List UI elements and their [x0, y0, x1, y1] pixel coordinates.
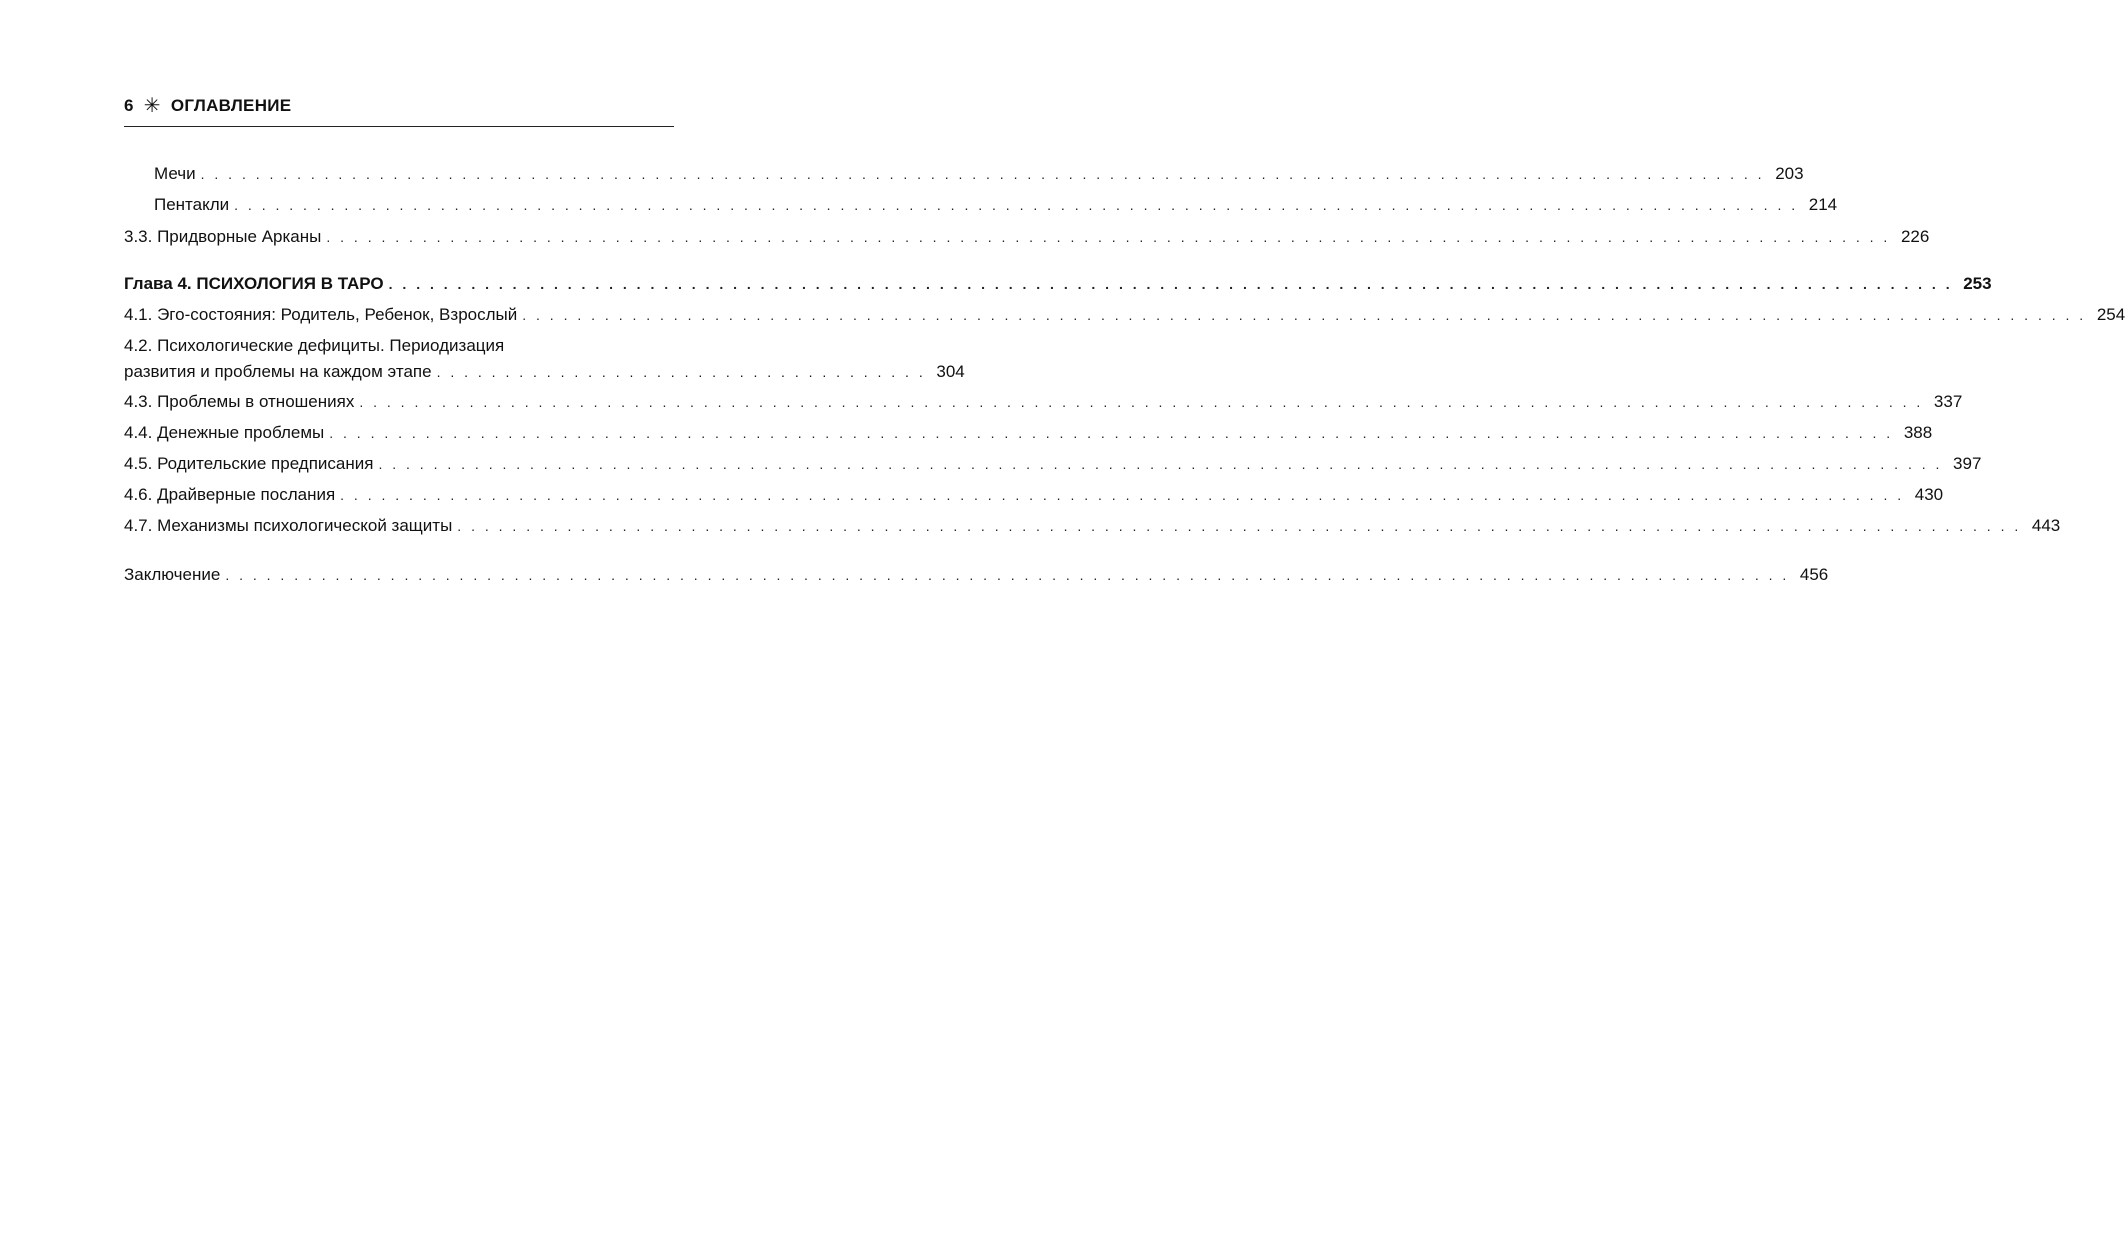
dot-leader	[522, 302, 2086, 328]
toc-entry-4-4[interactable]	[124, 420, 1933, 446]
toc-entry-label: Пентакли	[154, 195, 230, 214]
toc-entry-page: 226	[1900, 227, 1930, 246]
toc-entry-second-line	[124, 359, 965, 385]
dot-leader	[359, 389, 1923, 415]
toc-entry-label: 4.6. Драйверные послания	[124, 485, 336, 504]
toc-entry-conclusion[interactable]	[124, 562, 1829, 588]
toc-entry-label: 4.5. Родительские предписания	[124, 454, 374, 473]
toc-entry-label: 3.3. Придворные Арканы	[124, 227, 322, 246]
toc-entry-label: 4.1. Эго-состояния: Родитель, Ребенок, Взрослый	[124, 305, 518, 324]
dot-leader	[457, 513, 2021, 539]
header-title: ОГЛАВЛЕНИЕ	[170, 96, 292, 115]
toc-entry-label-line1: 4.2. Психологические дефициты. Периодизация	[124, 336, 505, 355]
dot-leader	[329, 420, 1893, 446]
toc-entry-page: 253	[1963, 274, 1992, 293]
toc-entry-4-5[interactable]	[124, 451, 1982, 477]
running-header	[124, 96, 674, 127]
toc-entry-4-1[interactable]	[124, 302, 2125, 328]
dot-leader	[201, 161, 1765, 187]
toc-entry-mechi[interactable]	[124, 161, 1804, 187]
dot-leader	[234, 192, 1798, 218]
page-number: 6	[124, 96, 134, 115]
toc-entry-page: 456	[1799, 565, 1829, 584]
toc-entry-page: 203	[1775, 164, 1804, 183]
toc-entry-label: 4.4. Денежные проблемы	[124, 423, 325, 442]
toc-entry-page: 388	[1903, 423, 1933, 442]
toc-entry-page: 214	[1808, 195, 1838, 214]
toc-entry-4-6[interactable]	[124, 482, 1944, 508]
dot-leader: . . . . . . . . . . . . . . . . . . . . . . . . . . . . . . . . . . . .	[436, 364, 926, 380]
dot-leader	[378, 451, 1942, 477]
dot-leader	[340, 482, 1904, 508]
dot-leader	[326, 224, 1890, 250]
dot-leader	[389, 271, 1953, 297]
toc-entry-label-line2: развития и проблемы на каждом этапе	[124, 362, 432, 381]
toc-entry-4-7[interactable]	[124, 513, 2061, 539]
toc-entry-4-3[interactable]	[124, 389, 1963, 415]
toc-entry-page: 397	[1953, 454, 1982, 473]
toc-entry-label: Глава 4. ПСИХОЛОГИЯ В ТАРО	[124, 274, 384, 293]
toc-entry-3-3[interactable]	[124, 224, 1930, 250]
asterisk-icon: ✳	[143, 95, 161, 117]
toc-chapter-4[interactable]	[124, 271, 1992, 297]
toc-entry-label: 4.7. Механизмы психологической защиты	[124, 516, 453, 535]
toc-entry-page: 443	[2031, 516, 2061, 535]
toc-entry-label: Мечи	[154, 164, 196, 183]
toc-entry-label: 4.3. Проблемы в отношениях	[124, 392, 355, 411]
toc-entry-page: 337	[1933, 392, 1963, 411]
toc-entry-page: 254	[2096, 305, 2125, 324]
toc-entry-4-2[interactable]	[124, 333, 965, 385]
toc-entry-label: Заключение	[124, 565, 221, 584]
toc-entry-page: 430	[1914, 485, 1944, 504]
toc-entry-pentakli[interactable]	[124, 192, 1838, 218]
toc-entry-page: 304	[936, 362, 965, 381]
dot-leader	[225, 562, 1789, 588]
